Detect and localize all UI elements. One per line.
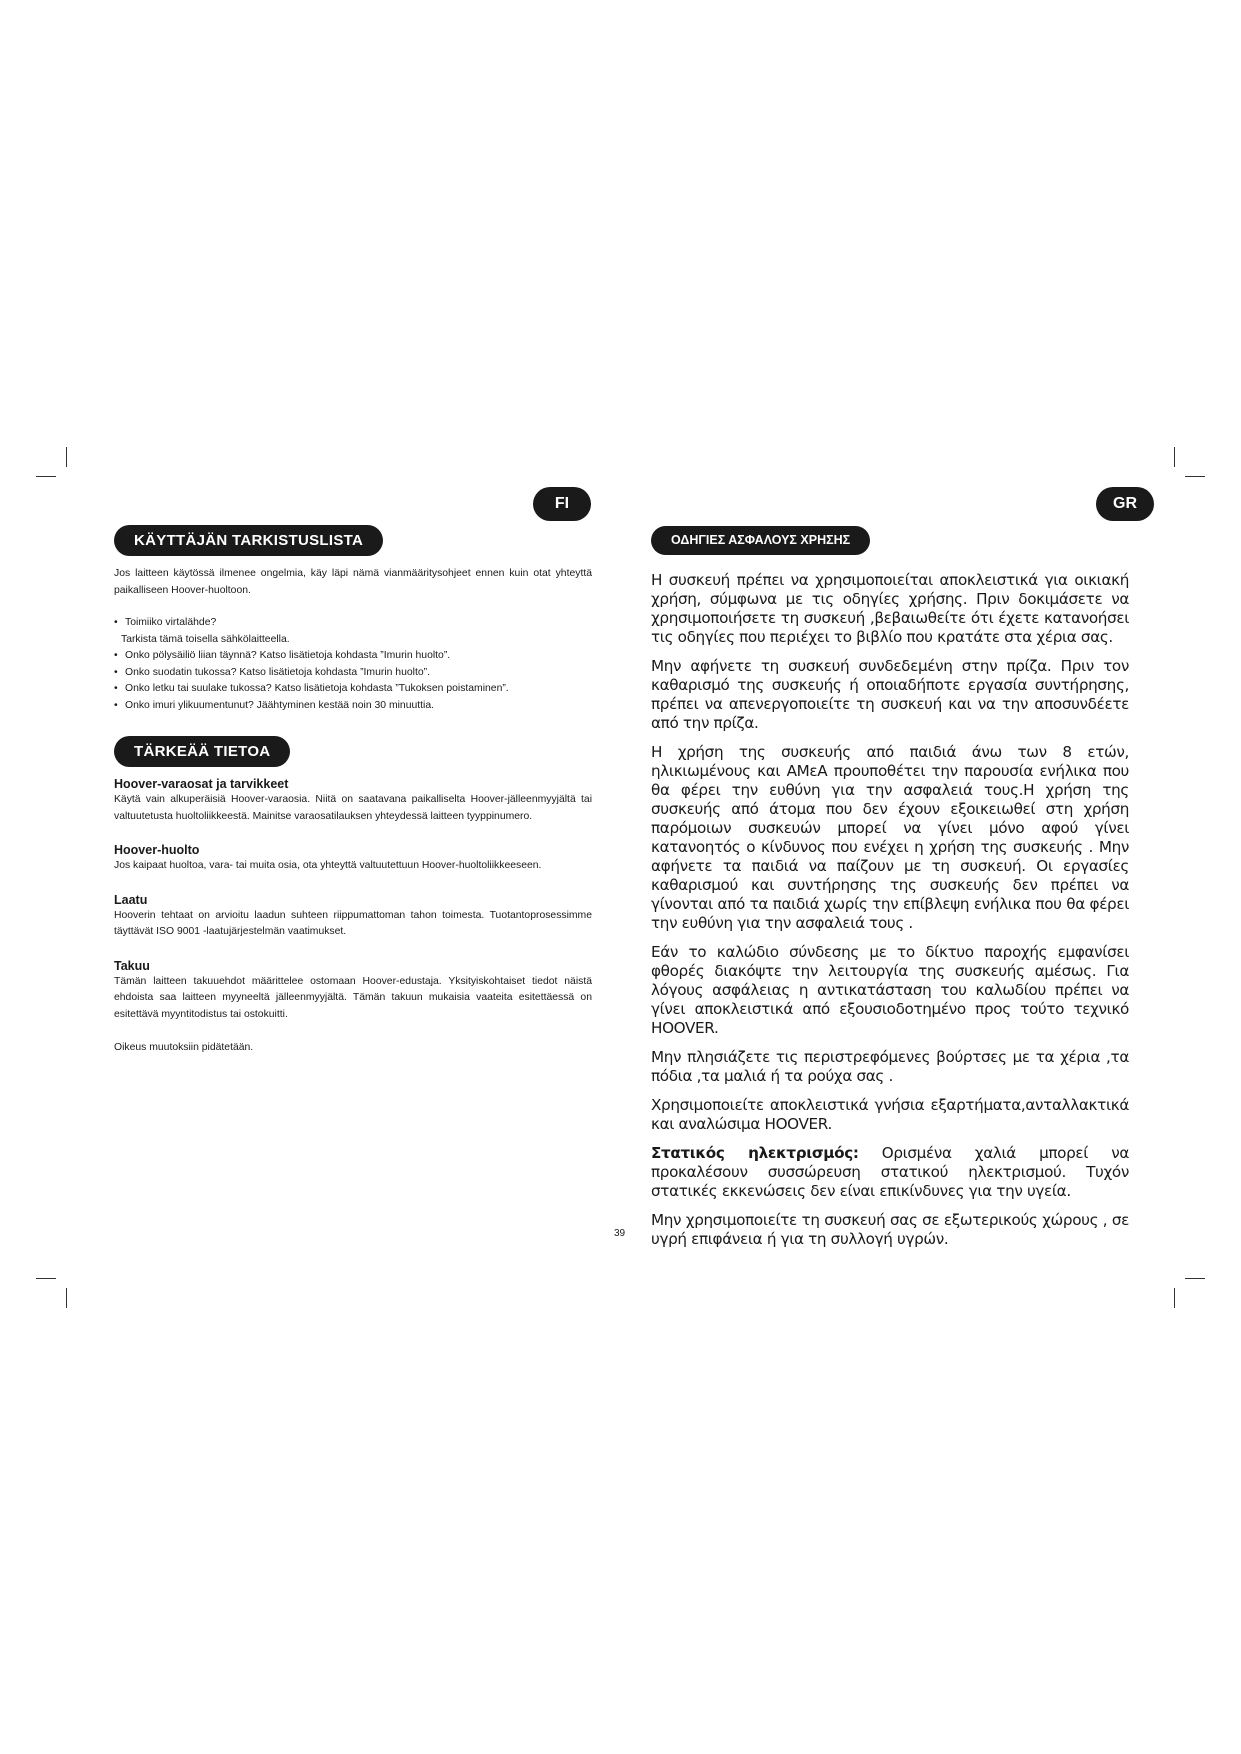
safety-paragraph: Εάν το καλώδιο σύνδεσης με το δίκτυο παροχής εμφανίσει φθορές διακόψτε την λειτουργία της συσκευής αμέσως. Για λόγους ασφάλειας η αντικατάσταση του καλωδίου πρέπει να γίνει αποκλειστικά από εξουσιοδοτημένο προς τούτο τεχνικό HOOVER. <box>651 943 1129 1037</box>
static-electricity-paragraph <box>651 1144 1129 1201</box>
crop-mark <box>66 447 67 467</box>
checklist-item: • Toimiiko virtalähde? <box>114 615 592 632</box>
checklist-item: • Onko pölysäiliö liian täynnä? Katso lisätietoja kohdasta ”Imurin huolto”. <box>114 648 592 665</box>
important-info-title: TÄRKEÄÄ TIETOA <box>114 736 290 767</box>
checklist-item: • Onko suodatin tukossa? Katso lisätietoja kohdasta ”Imurin huolto”. <box>114 665 592 682</box>
checklist-block <box>114 566 592 714</box>
info-section <box>114 842 592 875</box>
section-text: Jos kaipaat huoltoa, vara- tai muita osia, ota yhteyttä valtuutettuun Hoover-huoltoliikkeeseen. <box>114 860 542 871</box>
crop-mark <box>66 1288 67 1308</box>
page-number: 39 <box>614 1228 626 1239</box>
safety-paragraph: Η συσκευή πρέπει να χρησιμοποιείται αποκλειστικά για οικιακή χρήση, σύμφωνα με τις οδηγίες χρήσης. Πριν δοκιμάσετε να χρησιμοποιήσετε τη συσκευή ,βεβαιωθείτε ότι έχετε κατανοήσει τις οδηγίες που περιέχει το βιβλίο που κρατάτε στα χέρια σας. <box>651 571 1129 646</box>
checklist-item: • Onko letku tai suulake tukossa? Katso lisätietoja kohdasta ”Tukoksen poistaminen”. <box>114 681 592 698</box>
crop-mark <box>1174 447 1175 467</box>
checklist-list <box>114 615 592 714</box>
checklist-title: KÄYTTÄJÄN TARKISTUSLISTA <box>114 525 383 556</box>
crop-mark <box>36 476 56 477</box>
section-heading: Takuu <box>114 958 150 973</box>
section-heading: Hoover-varaosat ja tarvikkeet <box>114 777 289 791</box>
section-text: Käytä vain alkuperäisiä Hoover-varaosia. Niitä on saatavana paikalliselta Hoover-jälleenmyyjältä tai valtuutetusta huoltoliikkeestä. Mainitse varaosatilauksen yhteydessä laitteen tyyppinumero. <box>114 794 592 822</box>
greek-instructions <box>651 571 1129 1259</box>
safety-paragraph: Μην αφήνετε τη συσκευή συνδεδεμένη στην πρίζα. Πριν τον καθαρισμό της συσκευής ή οποιαδήποτε εργασία συντήρησης, πρέπει να απενεργοποιείτε τη συσκευή και να την αποσυνδέετε από την πρίζα. <box>651 657 1129 732</box>
section-heading: Laatu <box>114 892 148 907</box>
checklist-intro: Jos laitteen käytössä ilmenee ongelmia, käy läpi nämä vianmääritysohjeet ennen kuin otat yhteyttä paikalliseen Hoover-huoltoon. <box>114 568 592 596</box>
crop-mark <box>36 1278 56 1279</box>
safety-instructions-title: ΟΔΗΓΙΕΣ ΑΣΦΑΛΟΥΣ ΧΡΗΣΗΣ <box>651 526 870 555</box>
checklist-item: • Onko imuri ylikuumentunut? Jäähtyminen kestää noin 30 minuuttia. <box>114 698 592 715</box>
footer-note: Oikeus muutoksiin pidätetään. <box>114 1042 254 1053</box>
info-section <box>114 776 592 825</box>
crop-mark <box>1185 1278 1205 1279</box>
crop-mark <box>1185 476 1205 477</box>
static-electricity-text: Ορισμένα χαλιά μπορεί να προκαλέσουν συσσώρευση στατικού ηλεκτρισμού. Τυχόν στατικές εκκενώσεις δεν είναι επικίνδυνες για την υγεία. <box>651 1144 1129 1200</box>
important-info-block <box>114 776 592 1057</box>
section-text: Tämän laitteen takuuehdot määrittelee ostomaan Hoover-edustaja. Yksityiskohtaiset tiedot näistä ehdoista saa laitteen myyneeltä jälleenmyyjältä. Tämän takuun mukaisia vaateita esitettäessä on esitettävä myyntitodistus tai ostokuitti. <box>114 975 592 1020</box>
language-tab-fi: FI <box>533 487 591 521</box>
safety-paragraph: Χρησιμοποιείτε αποκλειστικά γνήσια εξαρτήματα,ανταλλακτικά και αναλώσιμα HOOVER. <box>651 1096 1129 1133</box>
section-text: Hooverin tehtaat on arvioitu laadun suhteen riippumattoman tahon toimesta. Tuotantoprosessimme täyttävät ISO 9001 -laatujärjestelmän vaatimukset. <box>114 909 592 937</box>
safety-paragraph: Μην πλησιάζετε τις περιστρεφόμενες βούρτσες με τα χέρια ,τα πόδια ,τα μαλιά ή τα ρούχα σας . <box>651 1048 1129 1085</box>
safety-paragraph: Η χρήση της συσκευής από παιδιά άνω των 8 ετών, ηλικιωμένους και ΑΜεΑ προυποθέτει την παρουσία ενήλικα που θα φέρει την ευθύνη για την ασφαλειά τους.Η χρήση της συσκευής από άτομα που δεν έχουν εξοικειωθεί στη χρήση παρόμοιων συσκευών μπορεί να γίνει μόνο αφού γίνει κατανοητός ο κίνδυνος που ενέχει η χρήση της συσκευής . Μην αφήνετε τα παιδιά να παίζουν με τη συσκευή. Οι εργασίες καθαρισμού και συντήρησης της συσκευής δεν πρέπει να γίνονται από τα παιδιά χωρίς την επίβλεψη ενήλικα που θα φέρει την ευθύνη για την ασφαλειά τους . <box>651 743 1129 932</box>
info-section <box>114 892 592 941</box>
section-heading: Hoover-huolto <box>114 843 200 857</box>
checklist-item-note: Tarkista tämä toisella sähkölaitteella. <box>121 633 290 645</box>
safety-paragraph: Μην χρησιμοποιείτε τη συσκευή σας σε εξωτερικούς χώρους , σε υγρή επιφάνεια ή για τη συλλογή υγρών. <box>651 1211 1129 1248</box>
language-tab-gr: GR <box>1096 487 1154 521</box>
crop-mark <box>1174 1288 1175 1308</box>
static-electricity-label: Στατικός ηλεκτρισμός: <box>651 1144 859 1162</box>
info-section <box>114 958 592 1024</box>
